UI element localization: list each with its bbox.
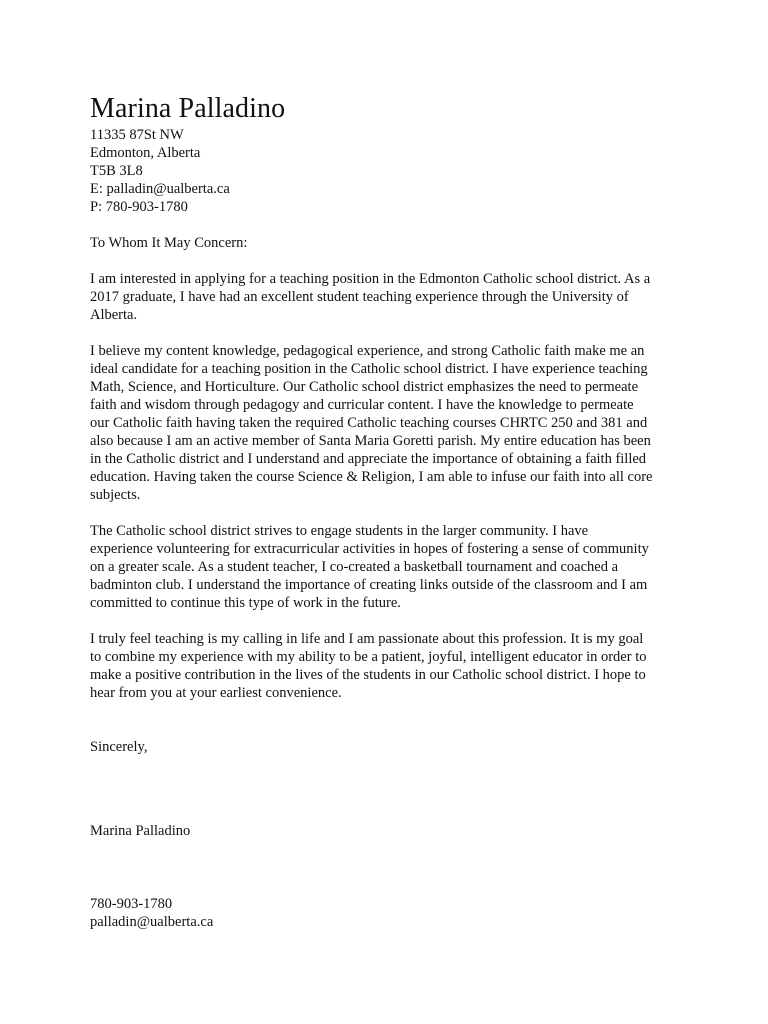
address-city: Edmonton, Alberta — [90, 145, 201, 161]
paragraph-3 — [90, 522, 690, 612]
paragraph-line: on a greater scale. As a student teacher, I co-created a basketball tournament and coached a — [90, 559, 619, 575]
paragraph-line: also because I am an active member of Santa Maria Goretti parish. My entire education has been — [90, 433, 651, 449]
address-phone: P: 780-903-1780 — [90, 199, 188, 215]
paragraph-line: 2017 graduate, I have had an excellent student teaching experience through the University of — [90, 289, 629, 305]
paragraph-line: faith and wisdom through pedagogy and curricular content. I have the knowledge to permeate — [90, 397, 634, 413]
salutation: To Whom It May Concern: — [90, 235, 248, 251]
paragraph-line: in the Catholic district and I understand and appreciate the importance of obtaining a faith filled — [90, 451, 647, 467]
paragraph-line: ideal candidate for a teaching position in the Catholic school district. I have experience teaching — [90, 361, 648, 377]
signature-name: Marina Palladino — [90, 823, 191, 839]
paragraph-line: Math, Science, and Horticulture. Our Catholic school district emphasizes the need to permeate — [90, 379, 639, 395]
closing: Sincerely, — [90, 739, 148, 755]
contact-block — [90, 895, 690, 931]
paragraph-4 — [90, 630, 690, 702]
paragraph-line: I am interested in applying for a teaching position in the Edmonton Catholic school district. As a — [90, 271, 651, 287]
address-postal-code: T5B 3L8 — [90, 163, 143, 179]
paragraph-1 — [90, 270, 690, 324]
address-street: 11335 87St NW — [90, 127, 184, 143]
paragraph-line: education. Having taken the course Science & Religion, I am able to infuse our faith into all core — [90, 469, 653, 485]
address-email: E: palladin@ualberta.ca — [90, 181, 230, 197]
paragraph-line: experience volunteering for extracurricular activities in hopes of fostering a sense of community — [90, 541, 649, 557]
sender-name: Marina Palladino — [90, 93, 286, 124]
paragraph-line: make a positive contribution in the lives of the students in our Catholic school district. I hope to — [90, 667, 646, 683]
paragraph-line: The Catholic school district strives to engage students in the larger community. I have — [90, 523, 589, 539]
paragraph-line: Alberta. — [90, 307, 138, 323]
paragraph-line: to combine my experience with my ability to be a patient, joyful, intelligent educator in order to — [90, 649, 647, 665]
sender-address — [90, 126, 690, 216]
paragraph-line: I believe my content knowledge, pedagogical experience, and strong Catholic faith make me an — [90, 343, 645, 359]
paragraph-line: badminton club. I understand the importance of creating links outside of the classroom and I am — [90, 577, 648, 593]
paragraph-2 — [90, 342, 690, 504]
paragraph-line: committed to continue this type of work in the future. — [90, 595, 401, 611]
letter-page — [90, 92, 690, 931]
paragraph-line: our Catholic faith having taken the required Catholic teaching courses CHRTC 250 and 381 and — [90, 415, 648, 431]
contact-email: palladin@ualberta.ca — [90, 914, 214, 930]
paragraph-line: subjects. — [90, 487, 141, 503]
paragraph-line: I truly feel teaching is my calling in life and I am passionate about this profession. It is my goal — [90, 631, 644, 647]
paragraph-line: hear from you at your earliest convenience. — [90, 685, 342, 701]
contact-phone: 780-903-1780 — [90, 896, 173, 912]
